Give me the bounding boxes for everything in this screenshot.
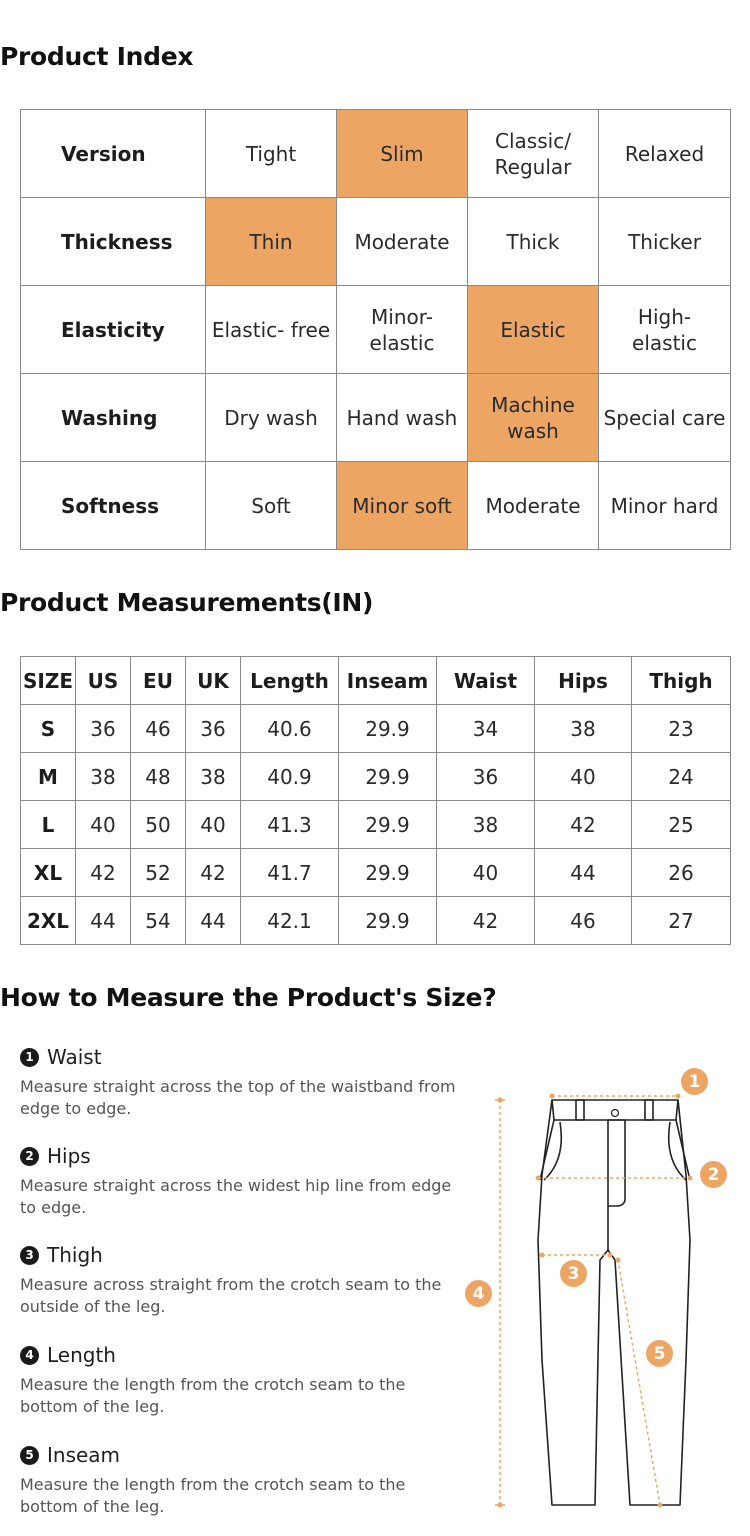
measurement-cell: 50 [131, 801, 186, 849]
pants-measurement-diagram [440, 1060, 750, 1530]
measurements-row [21, 705, 731, 753]
step-name: Waist [47, 1045, 102, 1069]
size-cell: 2XL [21, 897, 76, 945]
measurement-cell: 52 [131, 849, 186, 897]
index-row-label: Washing [21, 374, 206, 462]
index-option: Elastic- free [206, 286, 337, 374]
step-number-icon: 4 [20, 1346, 39, 1365]
measurement-cell: 36 [186, 705, 241, 753]
index-option-selected: Minor soft [337, 462, 468, 550]
measurement-cell: 42.1 [241, 897, 339, 945]
badge-5: 5 [646, 1340, 673, 1367]
index-row-thickness [21, 198, 731, 286]
measurement-cell: 42 [535, 801, 632, 849]
index-row-softness [21, 462, 731, 550]
index-option: Classic/ Regular [468, 110, 599, 198]
measurements-header: US [76, 657, 131, 705]
measure-step-waist [20, 1044, 460, 1120]
measurement-cell: 36 [76, 705, 131, 753]
measurements-header: UK [186, 657, 241, 705]
index-option: High- elastic [599, 286, 731, 374]
measurements-header: Waist [437, 657, 535, 705]
measurement-cell: 44 [186, 897, 241, 945]
step-number-icon: 3 [20, 1246, 39, 1265]
measurement-cell: 41.3 [241, 801, 339, 849]
measurement-cell: 26 [632, 849, 731, 897]
measurement-cell: 42 [186, 849, 241, 897]
step-name: Thigh [47, 1243, 103, 1267]
measurement-cell: 46 [131, 705, 186, 753]
badge-1: 1 [681, 1068, 708, 1095]
measurement-cell: 40 [186, 801, 241, 849]
measurement-cell: 38 [437, 801, 535, 849]
step-description: Measure the length from the crotch seam to the bottom of the leg. [20, 1475, 406, 1516]
index-row-label: Thickness [21, 198, 206, 286]
index-option-selected: Elastic [468, 286, 599, 374]
measure-step-hips [20, 1143, 460, 1219]
index-option: Special care [599, 374, 731, 462]
size-cell: M [21, 753, 76, 801]
size-cell: S [21, 705, 76, 753]
measurement-cell: 36 [437, 753, 535, 801]
measurement-cell: 54 [131, 897, 186, 945]
step-number-icon: 1 [20, 1048, 39, 1067]
index-option: Hand wash [337, 374, 468, 462]
badge-3: 3 [560, 1260, 587, 1287]
measurement-cell: 38 [535, 705, 632, 753]
measurement-cell: 23 [632, 705, 731, 753]
step-number-icon: 5 [20, 1446, 39, 1465]
measurements-header: Inseam [339, 657, 437, 705]
index-option: Minor hard [599, 462, 731, 550]
measurements-title: Product Measurements(IN) [0, 588, 374, 617]
index-row-version [21, 110, 731, 198]
index-row-label: Softness [21, 462, 206, 550]
measurement-cell: 48 [131, 753, 186, 801]
measurement-cell: 34 [437, 705, 535, 753]
measurement-cell: 40.6 [241, 705, 339, 753]
index-option: Relaxed [599, 110, 731, 198]
measurements-row [21, 753, 731, 801]
step-title [20, 1044, 460, 1070]
index-option-selected: Machine wash [468, 374, 599, 462]
step-title [20, 1442, 460, 1468]
measurement-cell: 29.9 [339, 801, 437, 849]
size-cell: L [21, 801, 76, 849]
measurement-cell: 29.9 [339, 897, 437, 945]
measurement-cell: 40 [76, 801, 131, 849]
badge-2: 2 [700, 1161, 727, 1188]
measurement-cell: 29.9 [339, 849, 437, 897]
measurements-header: Thigh [632, 657, 731, 705]
step-description: Measure straight across the widest hip line from edge to edge. [20, 1176, 452, 1217]
measurement-cell: 42 [76, 849, 131, 897]
step-name: Hips [47, 1144, 91, 1168]
measurements-header: Length [241, 657, 339, 705]
measurements-header: SIZE [21, 657, 76, 705]
measurements-row [21, 801, 731, 849]
measurement-cell: 44 [76, 897, 131, 945]
badge-4: 4 [465, 1280, 492, 1307]
measurements-table [20, 656, 731, 945]
howto-title: How to Measure the Product's Size? [0, 983, 497, 1012]
step-number-icon: 2 [20, 1147, 39, 1166]
step-name: Inseam [47, 1443, 121, 1467]
measurement-cell: 40.9 [241, 753, 339, 801]
measurement-cell: 38 [186, 753, 241, 801]
index-option: Tight [206, 110, 337, 198]
measurement-cell: 44 [535, 849, 632, 897]
measurement-cell: 25 [632, 801, 731, 849]
step-title [20, 1342, 460, 1368]
index-option-selected: Thin [206, 198, 337, 286]
step-name: Length [47, 1343, 116, 1367]
index-row-label: Elasticity [21, 286, 206, 374]
measurement-cell: 24 [632, 753, 731, 801]
index-option: Minor- elastic [337, 286, 468, 374]
measurement-cell: 41.7 [241, 849, 339, 897]
measurements-header: Hips [535, 657, 632, 705]
index-row-elasticity [21, 286, 731, 374]
measurement-cell: 27 [632, 897, 731, 945]
measurement-cell: 29.9 [339, 705, 437, 753]
step-description: Measure the length from the crotch seam to the bottom of the leg. [20, 1375, 406, 1416]
index-option: Moderate [337, 198, 468, 286]
index-row-label: Version [21, 110, 206, 198]
measure-step-thigh [20, 1242, 460, 1318]
index-row-washing [21, 374, 731, 462]
index-option: Thicker [599, 198, 731, 286]
index-option: Dry wash [206, 374, 337, 462]
index-option-selected: Slim [337, 110, 468, 198]
index-option: Thick [468, 198, 599, 286]
measure-step-inseam [20, 1442, 460, 1518]
measurement-cell: 42 [437, 897, 535, 945]
index-option: Moderate [468, 462, 599, 550]
measure-step-length [20, 1342, 460, 1418]
index-option: Soft [206, 462, 337, 550]
measurement-cell: 38 [76, 753, 131, 801]
measurements-row [21, 849, 731, 897]
size-cell: XL [21, 849, 76, 897]
measurement-cell: 46 [535, 897, 632, 945]
measurements-row [21, 897, 731, 945]
measurement-cell: 40 [535, 753, 632, 801]
step-description: Measure across straight from the crotch seam to the outside of the leg. [20, 1275, 442, 1316]
product-index-title: Product Index [0, 42, 194, 71]
product-index-table [20, 109, 731, 550]
step-title [20, 1143, 460, 1169]
step-title [20, 1242, 460, 1268]
measurements-header: EU [131, 657, 186, 705]
measurement-cell: 40 [437, 849, 535, 897]
measurement-cell: 29.9 [339, 753, 437, 801]
step-description: Measure straight across the top of the waistband from edge to edge. [20, 1077, 456, 1118]
